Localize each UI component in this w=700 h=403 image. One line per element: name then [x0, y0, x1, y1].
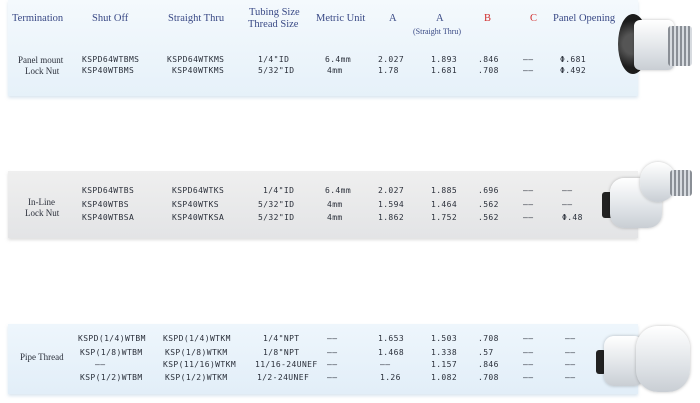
- header-a-straight-sub: (Straight Thru): [413, 27, 462, 36]
- header-panel-opening: Panel Opening: [553, 13, 616, 24]
- cell-metric: 6.4mm: [325, 186, 352, 195]
- cell-a: 1.594: [378, 200, 405, 209]
- cell-tubing: 5/32"ID: [258, 66, 295, 75]
- cell-a-straight: 1.338: [431, 348, 458, 357]
- cell-c: ——: [523, 360, 534, 369]
- cell-a: 1.862: [378, 213, 405, 222]
- pipe-thread-fitting-image: [592, 318, 696, 400]
- cell-c: ——: [523, 334, 534, 343]
- cell-shut-off: KSPD64WTBMS: [82, 55, 140, 64]
- cell-straight-thru: KSPD64WTKS: [172, 186, 225, 195]
- cell-tubing: 1/4"ID: [263, 186, 295, 195]
- cell-a-straight: 1.681: [431, 66, 458, 75]
- termination-label: In-Line: [28, 197, 55, 207]
- cell-b: .708: [478, 66, 499, 75]
- cell-straight-thru: KSP(1/8)WTKM: [165, 348, 228, 357]
- cell-metric: 4mm: [327, 200, 343, 209]
- cell-metric: ——: [327, 334, 338, 343]
- header-a-straight: A: [436, 13, 444, 24]
- header-straight-thru: Straight Thru: [168, 13, 225, 24]
- cell-panel-opening: ——: [565, 360, 576, 369]
- cell-panel-opening: ——: [562, 186, 573, 195]
- cell-tubing: 1/2-24UNEF: [257, 373, 310, 382]
- cell-b: .562: [478, 200, 499, 209]
- cell-a: 1.78: [378, 66, 399, 75]
- cell-a-straight: 1.752: [431, 213, 458, 222]
- cell-shut-off: ——: [95, 360, 106, 369]
- cell-a-straight: 1.503: [431, 334, 458, 343]
- cell-panel-opening: Φ.681: [560, 55, 587, 64]
- cell-c: ——: [523, 348, 534, 357]
- cell-shut-off: KSP(1/8)WTBM: [80, 348, 143, 357]
- cell-shut-off: KSP(1/2)WTBM: [80, 373, 143, 382]
- cell-b: .562: [478, 213, 499, 222]
- header-b: B: [484, 13, 492, 24]
- cell-panel-opening: ——: [562, 200, 573, 209]
- cell-a-straight: 1.893: [431, 55, 458, 64]
- cell-a: 1.653: [378, 334, 405, 343]
- cell-straight-thru: KSP40WTKMS: [172, 66, 225, 75]
- cell-shut-off: KSP40WTBSA: [82, 213, 135, 222]
- cell-a: 2.027: [378, 55, 405, 64]
- cell-panel-opening: ——: [565, 373, 576, 382]
- termination-label: Lock Nut: [25, 66, 60, 76]
- cell-a-straight: 1.082: [431, 373, 458, 382]
- cell-b: .57: [478, 348, 494, 357]
- header-shut-off: Shut Off: [92, 13, 129, 24]
- cell-panel-opening: ——: [565, 348, 576, 357]
- cell-tubing: 5/32"ID: [258, 213, 295, 222]
- header-c: C: [530, 13, 538, 24]
- cell-panel-opening: Φ.492: [560, 66, 587, 75]
- cell-a-straight: 1.464: [431, 200, 458, 209]
- cell-metric: ——: [327, 348, 338, 357]
- header-termination: Termination: [12, 13, 64, 24]
- cell-straight-thru: KSP40WTKSA: [172, 213, 225, 222]
- cell-shut-off: KSP40WTBMS: [82, 66, 135, 75]
- termination-label: Pipe Thread: [20, 352, 64, 362]
- cell-b: .696: [478, 186, 499, 195]
- cell-straight-thru: KSP40WTKS: [172, 200, 219, 209]
- cell-a: 2.027: [378, 186, 405, 195]
- cell-tubing: 1/8"NPT: [263, 348, 300, 357]
- cell-c: ——: [523, 213, 534, 222]
- cell-tubing: 11/16-24UNEF: [255, 360, 318, 369]
- cell-b: .846: [478, 360, 499, 369]
- cell-shut-off: KSPD64WTBS: [82, 186, 135, 195]
- cell-panel-opening: Φ.48: [562, 213, 583, 222]
- cell-straight-thru: KSP(11/16)WTKM: [163, 360, 237, 369]
- cell-a: ——: [380, 360, 391, 369]
- termination-label: Lock Nut: [25, 208, 60, 218]
- cell-straight-thru: KSPD(1/4)WTKM: [163, 334, 231, 343]
- cell-tubing: 1/4"ID: [258, 55, 290, 64]
- cell-c: ——: [523, 373, 534, 382]
- header-tubing-size: Tubing Size: [249, 7, 300, 18]
- cell-straight-thru: KSP(1/2)WTKM: [165, 373, 228, 382]
- cell-tubing: 1/4"NPT: [263, 334, 300, 343]
- cell-a: 1.26: [380, 373, 401, 382]
- cell-c: ——: [523, 200, 534, 209]
- cell-b: .846: [478, 55, 499, 64]
- cell-b: .708: [478, 373, 499, 382]
- cell-metric: ——: [327, 360, 338, 369]
- panel-mount-fitting-image: [612, 6, 694, 92]
- cell-metric: 4mm: [327, 66, 343, 75]
- cell-c: ——: [523, 55, 534, 64]
- cell-straight-thru: KSPD64WTKMS: [167, 55, 225, 64]
- cell-metric: ——: [327, 373, 338, 382]
- termination-label: Panel mount: [18, 55, 64, 65]
- header-thread-size: Thread Size: [248, 19, 299, 30]
- cell-a-straight: 1.157: [431, 360, 458, 369]
- cell-a-straight: 1.885: [431, 186, 458, 195]
- cell-panel-opening: ——: [565, 334, 576, 343]
- in-line-fitting-image: [600, 158, 696, 238]
- cell-c: ——: [523, 186, 534, 195]
- cell-shut-off: KSPD(1/4)WTBM: [78, 334, 146, 343]
- cell-a: 1.468: [378, 348, 405, 357]
- header-metric-unit: Metric Unit: [316, 13, 366, 24]
- cell-c: ——: [523, 66, 534, 75]
- cell-metric: 6.4mm: [325, 55, 352, 64]
- cell-metric: 4mm: [327, 213, 343, 222]
- header-a: A: [389, 13, 397, 24]
- cell-b: .708: [478, 334, 499, 343]
- cell-tubing: 5/32"ID: [258, 200, 295, 209]
- cell-shut-off: KSP40WTBS: [82, 200, 129, 209]
